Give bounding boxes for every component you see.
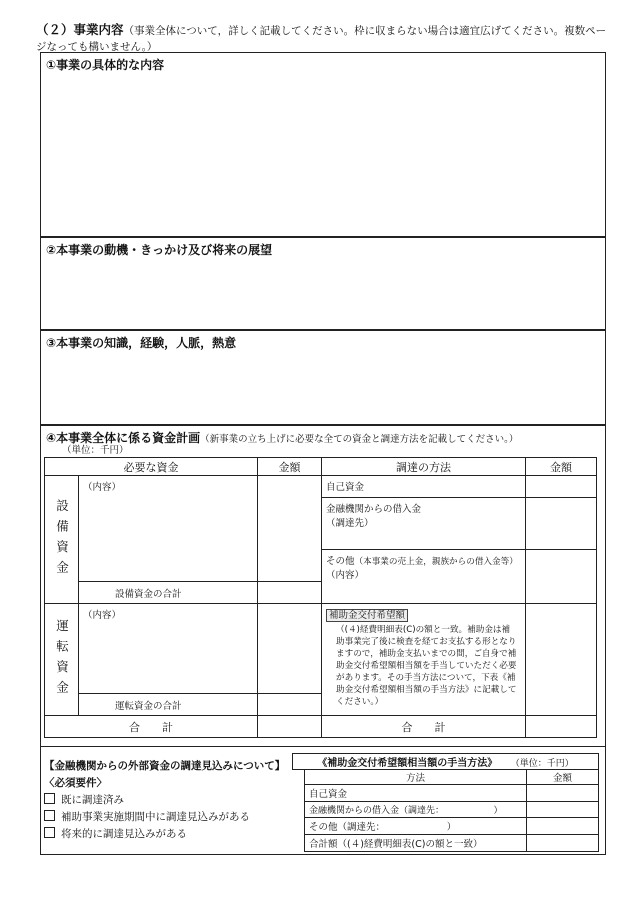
loan-label: 金融機関からの借入金 — [326, 504, 422, 515]
subsidy-row-4-amount[interactable] — [527, 835, 599, 852]
subsidy-row-2: 金融機関からの借入金（調達先： ） — [305, 802, 527, 818]
section-4-note: （新事業の立ち上げに必要な全ての資金と調達方法を記載してください。） — [200, 434, 519, 445]
subsidy-row-3-amount[interactable] — [527, 818, 599, 835]
other-label: その他 — [326, 556, 355, 567]
equip-amount-cell[interactable] — [258, 476, 322, 582]
subsidy-col-amount: 金額 — [527, 770, 599, 785]
requirement-option-label: 将来的に調達見込みがある — [61, 828, 187, 840]
section-experience[interactable] — [40, 330, 606, 425]
other-note: （本事業の売上金，親族からの借入金等） — [354, 557, 518, 567]
requirement-option-2[interactable] — [44, 809, 284, 826]
requirement-option-3[interactable] — [44, 826, 284, 843]
equip-total-amount[interactable] — [258, 582, 322, 604]
subsidy-row-2-amount[interactable] — [527, 802, 599, 818]
subsidy-table-title: 《補助金交付希望額相当額の手当方法》 — [317, 758, 498, 769]
op-total-label: 運転資金の合計 — [79, 694, 258, 716]
subsidy-col-method: 方法 — [305, 770, 527, 785]
section-1-heading: ①事業の具体的な内容 — [46, 58, 165, 72]
subsidy-table-title-cell — [293, 754, 599, 770]
other-amount[interactable] — [526, 550, 597, 604]
subsidy-table-spacer — [293, 770, 305, 852]
section-2-heading: ②本事業の動機・きっかけ及び将来の展望 — [46, 243, 273, 257]
subsidy-row-4: 合計額（(４)経費明細表(C)の額と一致） — [305, 835, 527, 852]
requirements-title: 【金融機関からの外部資金の調達見込みについて】 — [44, 760, 286, 772]
section-motivation[interactable] — [40, 237, 606, 330]
header-note: （事業全体について，詳しく記載してください。枠に収まらない場合は適宜広げてください。複数ページなっても構いません。） — [36, 25, 607, 53]
equip-content-label: （内容） — [83, 482, 122, 493]
subsidy-table-unit: （単位：千円） — [510, 759, 574, 769]
self-fund-amount[interactable] — [526, 476, 597, 498]
col-header-amount-2: 金額 — [526, 458, 597, 476]
section-4-title: ④本事業全体に係る資金計画 — [46, 431, 201, 445]
col-header-need: 必要な資金 — [45, 458, 258, 476]
grand-total-left-label: 合 計 — [45, 716, 258, 738]
subsidy-label: 補助金交付希望額 — [326, 609, 408, 622]
op-content-label: （内容） — [83, 610, 122, 621]
self-fund-label: 自己資金 — [322, 476, 526, 498]
subsidy-method-table — [292, 753, 599, 852]
requirement-option-label: 既に調達済み — [61, 794, 124, 806]
col-header-method: 調達の方法 — [322, 458, 526, 476]
subsidy-cell — [322, 604, 526, 716]
equip-content-cell[interactable] — [79, 476, 258, 582]
subsidy-note: （(４)経費明細表(C)の額と一致。補助金は補助事業完了後に検査を経てお支払する形となりますので，補助金支払いまでの間，ご自身で補助金交付希望額相当額を手当していただく必要があります。その手当方法について，下表《補助金交付希望額相当額の手当方法》に記載してください。） — [336, 625, 517, 707]
op-content-cell[interactable] — [79, 604, 258, 694]
subsidy-row-1-amount[interactable] — [527, 785, 599, 802]
op-total-amount[interactable] — [258, 694, 322, 716]
loan-amount[interactable] — [526, 498, 597, 550]
subsidy-row-1: 自己資金 — [305, 785, 527, 802]
page-header — [36, 22, 616, 55]
external-fund-requirements — [44, 758, 284, 843]
op-amount-cell[interactable] — [258, 604, 322, 694]
equip-total-label: 設備資金の合計 — [79, 582, 258, 604]
subsidy-row-3: その他（調達先： ） — [305, 818, 527, 835]
grand-total-right-label: 合 計 — [322, 716, 526, 738]
section-business-content[interactable] — [40, 52, 606, 237]
other-content-label: （内容） — [326, 570, 365, 581]
header-title: （２）事業内容 — [36, 22, 124, 37]
section-3-heading: ③本事業の知識，経験，人脈，熱意 — [46, 336, 237, 350]
unit-label: （単位：千円） — [62, 445, 129, 456]
fund-plan-table — [44, 457, 597, 738]
loan-cell — [322, 498, 526, 550]
checkbox-icon[interactable] — [44, 827, 55, 838]
grand-total-right-amount[interactable] — [526, 716, 597, 738]
requirement-option-1[interactable] — [44, 792, 284, 809]
requirements-subtitle: 〈必須要件〉 — [44, 777, 107, 789]
requirement-option-label: 補助事業実施期間中に調達見込みがある — [61, 811, 250, 823]
checkbox-icon[interactable] — [44, 793, 55, 804]
subsidy-amount[interactable] — [526, 604, 597, 716]
op-fund-label: 運転資金 — [45, 604, 79, 716]
checkbox-icon[interactable] — [44, 810, 55, 821]
equip-fund-label: 設備資金 — [45, 476, 79, 604]
col-header-amount: 金額 — [258, 458, 322, 476]
other-cell — [322, 550, 526, 604]
loan-source-label: （調達先） — [326, 518, 374, 529]
grand-total-left-amount[interactable] — [258, 716, 322, 738]
